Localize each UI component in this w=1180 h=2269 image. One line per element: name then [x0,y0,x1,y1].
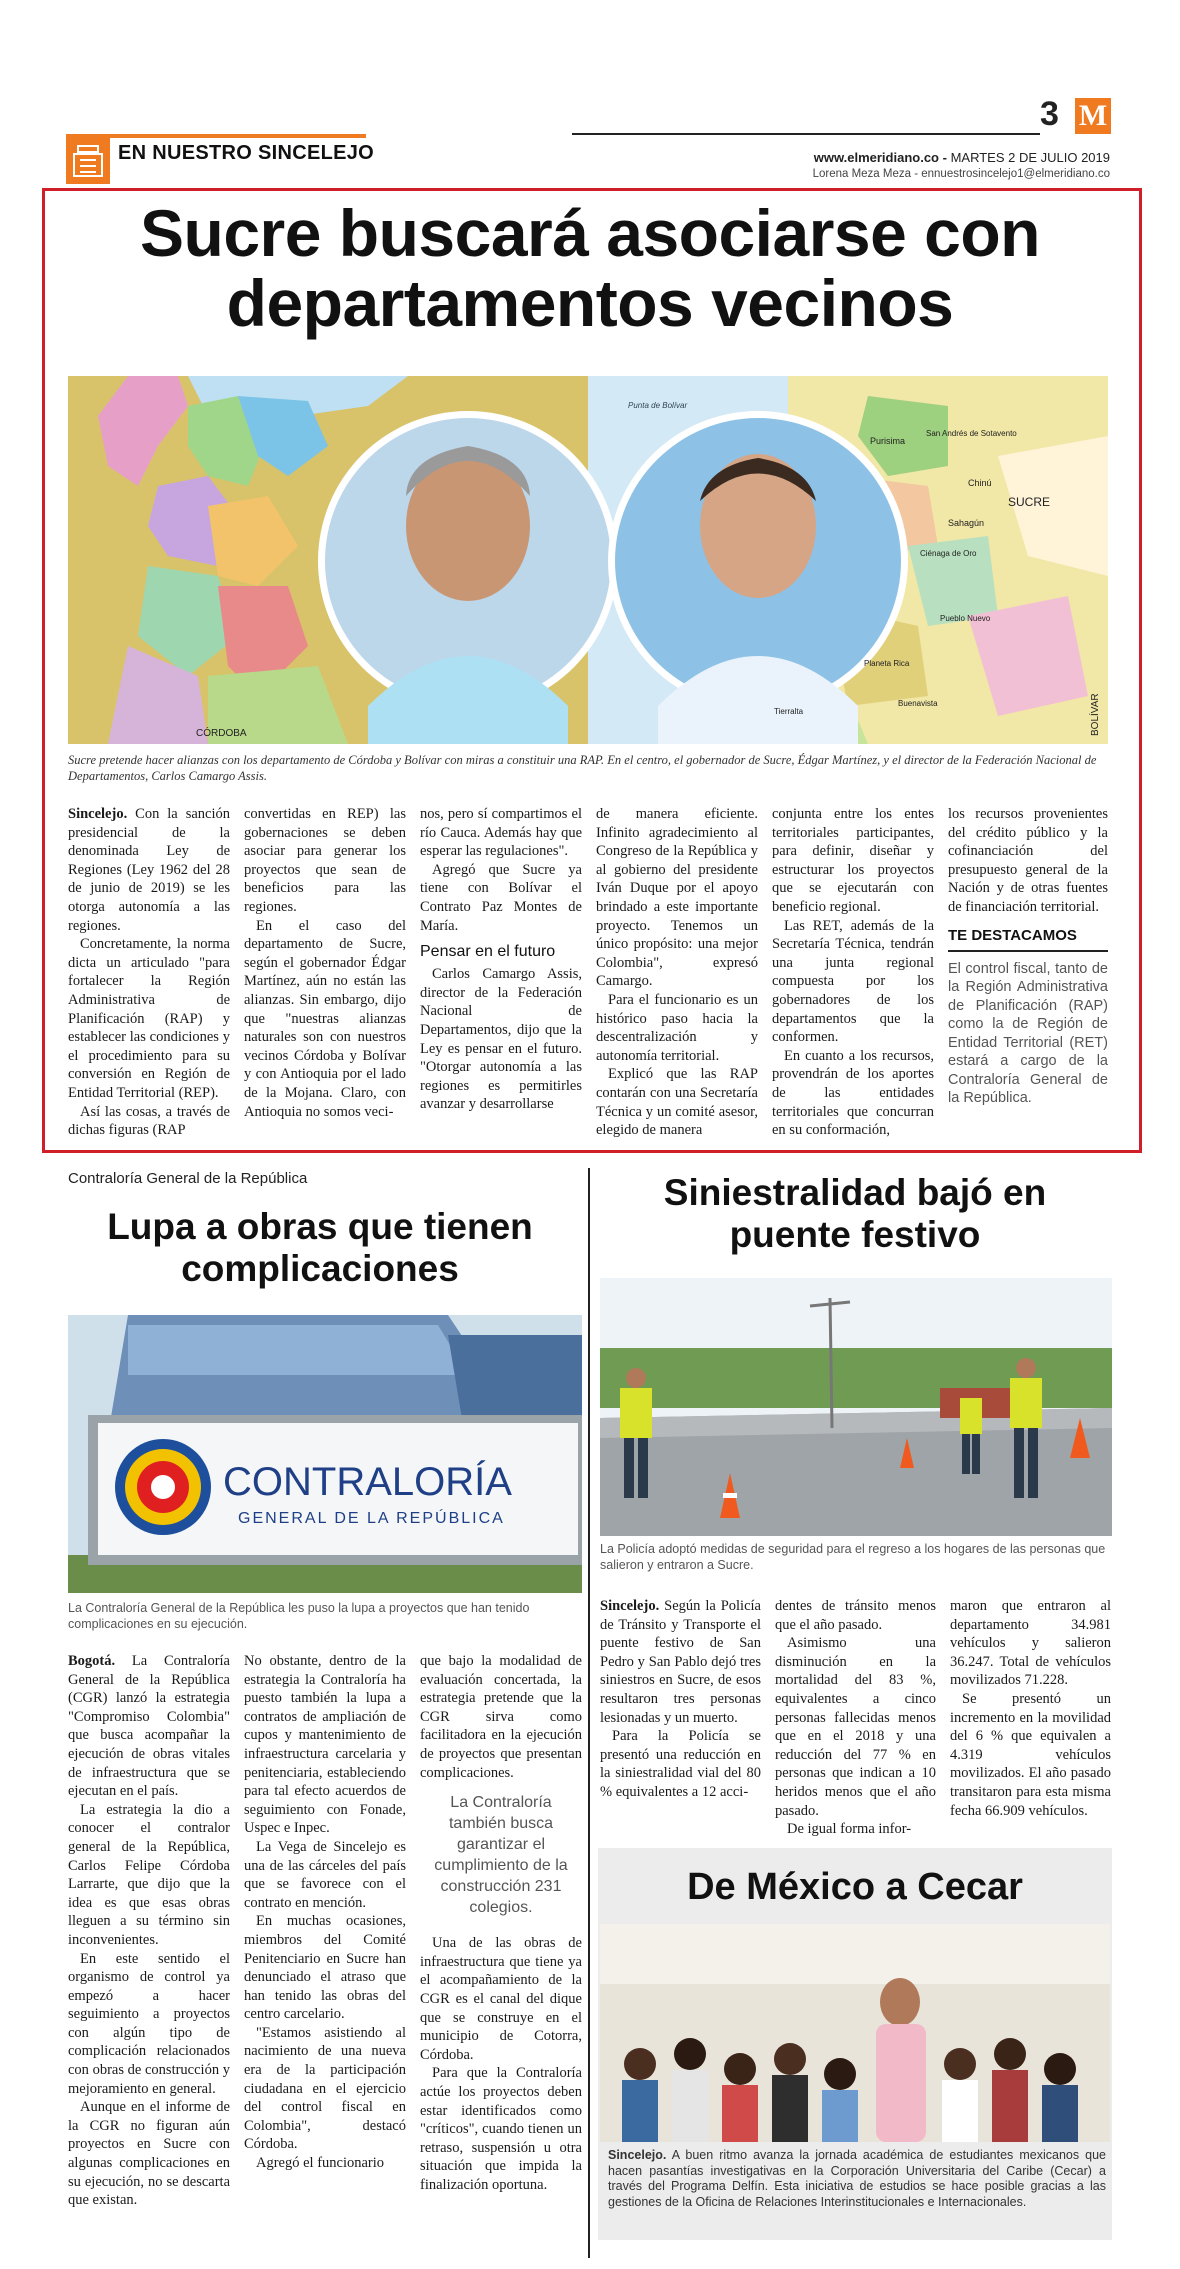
paragraph: Asimismo una disminución en la mortalidad del 83 %, equivalentes a cinco personas fallecidas menos que en el 2018 y una reducción del 77 % en personas que indican a 10 heridos menos que el año pasado. [775,1635,936,1819]
dateline: Sincelejo. [608,2148,667,2162]
map-label-bolivar: BOLÍVAR [1090,693,1101,736]
paragraph: Así las cosas, a través de dichas figuras (RAP [68,1103,230,1139]
paragraph: Agregó que Sucre ya tiene con Bolívar el Contrato Paz Montes de María. [420,861,582,934]
paragraph: "Estamos asistiendo al nacimiento de una nueva era de la participación ciudadana en el ejercicio del control fiscal en Colombia", destacó Córdoba. [244,2024,406,2153]
map-label-sucre: SUCRE [1008,495,1051,509]
contraloria-body [68,1652,582,2210]
map-label-san-andres: San Andrés de Sotavento [926,429,1017,438]
pull-quote: La Contraloría también busca garantizar el cumplimiento de la construcción 231 colegios. [434,1794,568,1917]
map-label-sahagun: Sahagún [948,518,985,528]
paragraph: En muchas ocasiones, miembros del Comité Penitenciario en Sucre han denunciado el atraso que han tenido las obras del centro carcelario. [244,1913,406,2023]
main-headline: Sucre buscará asociarse con departamentos vecinos [140,196,1040,340]
paragraph: Aunque en el informe de la CGR no figuran aún proyectos en Sucre con algunas complicaciones en su ejecución, no se descarta que existan. [68,2099,230,2209]
section-label: EN NUESTRO SINCELEJO [118,142,375,164]
paragraph: Una de las obras de infraestructura que tiene ya el acompañamiento de la CGR es el canal del dique que se construye en el municipio de Cotorra, Córdoba. [420,1935,582,2063]
siniestralidad-headline: Siniestralidad bajó en puente festivo [663,1172,1047,1255]
paragraph: No obstante, dentro de la estrategia la Contraloría ha puesto también la lupa a contratos de ampliación de cupos y mantenimiento de infraestructura carcelaria y penitenciaria, estableciendo para tal efecto acuerdos de seguimiento con Fonade, Uspec e Inpec. [244,1653,406,1837]
siniestralidad-col-3 [950,1597,1111,1839]
caption-text: A buen ritmo avanza la jornada académica de estudiantes mexicanos que hacen pasantías investigativas en la Corporación Universitaria del Caribe (Cecar) a través del Programa Delfín. Esta iniciativa de estudios se hace posible gracias a las gestiones de la Oficina de Relaciones Interinstitucionales e Internacionales. [608,2148,1106,2209]
paragraph: Carlos Camargo Assis, director de la Federación Nacional de Departamentos, dijo que la Ley es pensar en el futuro. "Otorgar autonomía a las regiones es permitirles avanzar y desarrollarse [420,966,582,1113]
subheading: Pensar en el futuro [420,943,556,961]
dateline: Sincelejo. [600,1598,660,1614]
dateline: Bogotá. [68,1653,116,1669]
sign-subtitle: GENERAL DE LA REPÚBLICA [238,1510,505,1527]
highlight-heading: TE DESTACAMOS [948,917,1108,952]
paragraph: Con la sanción presidencial de la denominada Ley de Regiones (Ley 1962 del 28 de junio de 2019) se les otorga autonomía a las regiones. [68,806,230,934]
highlight-text: El control fiscal, tanto de la Región Administrativa de Planificación (RAP) como la de Región de Entidad Territorial (RET) estará a cargo de la Contraloría General de la República. [948,960,1108,1107]
paragraph: Se presentó un incremento en la movilidad del 6 % que equivalen a 4.319 vehículos movilizados. El año pasado transitaron para esta misma fecha 66.909 vehículos. [950,1690,1111,1819]
map-label-tierralta: Tierralta [774,707,804,716]
main-photo-caption: Sucre pretende hacer alianzas con los departamento de Córdoba y Bolívar con miras a constituir una RAP. En el centro, el gobernador de Sucre, Édgar Martínez, y el director de la Federación Nacional de Departamentos, Carlos Camargo Assis. [68,753,1097,783]
paragraph: Para la Policía se presentó una reducción en la siniestralidad vial del 80 % equivalentes a 12 acci- [600,1728,761,1800]
building-icon [66,138,110,184]
paragraph: nos, pero sí compartimos el río Cauca. Además hay que esperar las regulaciones". [420,806,582,860]
map-label-pueblo-nuevo: Pueblo Nuevo [940,614,991,623]
main-col-6 [948,805,1108,1140]
contraloria-photo [68,1315,582,1593]
issue-date: MARTES 2 DE JULIO 2019 [950,150,1110,165]
header-rule [572,133,1040,135]
map-label-punta-bolivar: Punta de Bolívar [628,401,688,410]
paragraph: Para el funcionario es un histórico paso hacia la descentralización y autonomía territorial. [596,991,758,1064]
meridiano-logo: M [1075,98,1111,134]
map-label-cienaga-de-oro: Ciénaga de Oro [920,549,977,558]
column-divider [588,1168,590,2258]
mexico-headline: De México a Cecar [687,1866,1023,1908]
siniestralidad-body [600,1597,1112,1839]
paragraph: conjunta entre los entes territoriales participantes, para definir, diseñar y estructurar los proyectos que se ejecutarán con beneficio regional. [772,806,934,915]
paragraph: maron que entraron al departamento 34.981 vehículos y salieron 36.247. Total de vehículos movilizados 71.228. [950,1598,1111,1689]
siniestralidad-photo-caption: La Policía adoptó medidas de seguridad para el regreso a los hogares de las personas que salieron y entraron a Sucre. [600,1542,1106,1572]
paragraph: Para que la Contraloría actúe los proyectos deben estar identificados como "críticos", cuando tienen un retraso, suspensión u otra situación que impida la finalización oportuna. [420,2065,582,2193]
main-story-body [68,805,1108,1140]
map-label-chinu: Chinú [968,478,992,488]
main-col-1 [68,805,230,1140]
siniestralidad-col-1 [600,1597,761,1839]
paragraph: En el caso del departamento de Sucre, según el gobernador Édgar Martínez, aún no están las alianzas. Sin embargo, dijo que "nuestras alianzas naturales son con nuestros vecinos Córdoba y Bolívar y con Antioquia por el lado de la Mojana. Claro, con Antioquia no somos veci- [244,917,406,1120]
paragraph: dentes de tránsito menos que el año pasado. [775,1598,936,1633]
page-number: 3 [1040,95,1059,133]
paragraph: Explicó que las RAP contarán con una Secretaría Técnica y un comité asesor, elegido de manera [596,1066,758,1139]
main-photo [68,376,1108,744]
contraloria-kicker: Contraloría General de la República [68,1170,308,1187]
map-label-purisima: Purisima [870,436,906,446]
section-bar [66,134,366,138]
author-line: Lorena Meza Meza - ennuestrosincelejo1@elmeridiano.co [812,168,1110,180]
paragraph: Concretamente, la norma dicta un articulado "para fortalecer la Región Administrativa de Planificación (RAP) y establecer las condiciones y el procedimiento para su conversión en Región de Entidad Territorial (REP). [68,936,230,1101]
main-col-5 [772,805,934,1140]
main-col-4 [596,805,758,1140]
contraloria-headline: Lupa a obras que tienen complicaciones [107,1206,533,1289]
siniestralidad-photo [600,1278,1112,1536]
sign-title: CONTRALORÍA [223,1460,512,1504]
dateline: Sincelejo. [68,806,128,822]
contraloria-col-3 [420,1652,582,2210]
paragraph: Según la Policía de Tránsito y Transporte el puente festivo de San Pedro y San Pablo dejó tres siniestros en Sucre, de esos resultaron tres personas lesionadas y un muerto. [600,1598,761,1726]
paragraph: La Contraloría General de la República (CGR) lanzó la estrategia "Compromiso Colombia" que busca acompañar la ejecución de obras vitales de infraestructura que se ejecutan en el país. [68,1653,230,1800]
paragraph: De igual forma infor- [787,1821,912,1838]
map-label-cordoba: CÓRDOBA [196,728,247,739]
map-label-planeta-rica: Planeta Rica [864,659,910,668]
main-col-3 [420,805,582,1140]
paragraph: Las RET, además de la Secretaría Técnica, tendrán una junta regional compuesta por los gobernadores de los departamentos que la conformen. [772,917,934,1046]
paragraph: de manera eficiente. Infinito agradecimiento al Congreso de la República y al gobierno del presidente Iván Duque por el apoyo brindado a este importante proyecto. Tenemos un único propósito: una mejor Colombia", expresó Camargo. [596,806,758,990]
site-date-line: www.elmeridiano.co - MARTES 2 DE JULIO 2019 [813,150,1110,165]
paragraph: convertidas en REP) las gobernaciones se deben asociar para generar los proyectos que sean de beneficios para las regiones. [244,806,406,915]
paragraph: La estrategia la dio a conocer el contralor general de la República, Carlos Felipe Córdoba Larrarte, que dijo que la idea es que esas obras lleguen a su término sin inconvenientes. [68,1801,230,1948]
paragraph: En este sentido el organismo de control ya empezó a hacer seguimiento a proyectos con algún tipo de complicación relacionados con obras de construcción y mejoramiento en general. [68,1950,230,2097]
paragraph: En cuanto a los recursos, provendrán de los aportes de las entidades territoriales que concurran en su conformación, [772,1047,934,1139]
paragraph: Agregó el funcionario [256,2155,385,2172]
site-url[interactable]: www.elmeridiano.co [813,150,939,165]
map-label-buenavista: Buenavista [898,699,938,708]
paragraph: los recursos provenientes del crédito público y la cofinanciación del presupuesto general de la Nación y de otras fuentes de financiación territorial. [948,806,1108,915]
paragraph: La Vega de Sincelejo es una de las cárceles del país que se favorece con el contrato en mención. [244,1838,406,1911]
siniestralidad-col-2 [775,1597,936,1839]
paragraph: que bajo la modalidad de evaluación concertada, la estrategia pretende que la CGR sirva como facilitadora en la ejecución de proyectos que presentan complicaciones. [420,1653,582,1781]
mexico-caption [608,2148,1106,2210]
mexico-photo [600,1924,1110,2142]
contraloria-col-2 [244,1652,406,2210]
contraloria-col-1 [68,1652,230,2210]
contraloria-photo-caption: La Contraloría General de la República les puso la lupa a proyectos que han tenido complicaciones en su ejecución. [68,1601,530,1631]
main-col-2 [244,805,406,1140]
